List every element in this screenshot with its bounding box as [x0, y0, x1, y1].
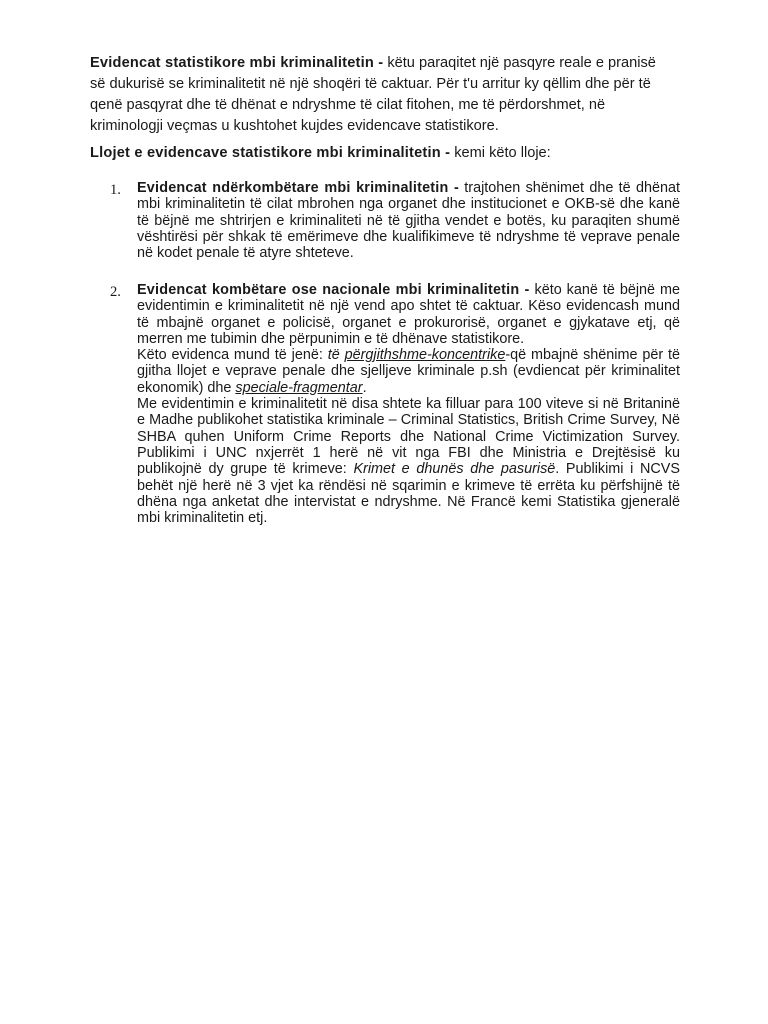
- intro-text: këtu paraqitet një pasqyre reale e pranisë së dukurisë se kriminalitetit në një shoqëri të caktuar. Për t'u arritur ky qëllim dhe për të qenë pasqyrat dhe të dhënat e ndryshme të cilat fitohen, me të përdorshmet, në kriminologji veçmas u kushtohet kujdes evidencave statistikore.: [90, 55, 656, 134]
- list-item-text: Evidencat kombëtare ose nacionale mbi kriminalitetin - këto kanë të bëjnë me evidentimin e kriminalitetit në një vend apo shtet të caktuar. Këso evidencash mund të mbajnë organet e policisë, organet e prokurorisë, organet e gjykatave etj, që merren me tubimin dhe përpunimin e të dhënave statistikore. Këto evidenca mund të jenë: të përgjithshme-koncentrike-që mbajnë shënime për të gjitha llojet e veprave penale dhe sjelljeve kriminale p.sh (evdiencat për kriminalitet ekonomik) dhe speciale-fragmentar. Me evidentimin e kriminalitetit në disa shtete ka filluar para 100 viteve si në Britaninë e Madhe publikohet statistika kriminale – Criminal Statistics, British Crime Survey, Në SHBA quhen Uniform Crime Reports dhe National Crime Victimization Survey. Publikimi i UNC nxjerrët 1 herë në vit nga FBI dhe Ministria e Drejtësisë ku publikojnë dy grupe të krimeve: Krimet e dhunës dhe pasurisë. Publikimi i NCVS behët një herë në 3 vjet ka rëndësi në sqarimin e krimeve të errëta ku përfshijnë të dhëna nga anketat dhe intervistat e ndryshme. Në Francë kemi Statistika gjeneralë mbi kriminalitetin etj.: [137, 282, 681, 527]
- list-item-text: Evidencat ndërkombëtare mbi kriminalitetin - trajtohen shënimet dhe të dhënat mbi kriminalitetin të cilat mbrohen nga organet dhe institucionet e OKB-së dhe kanë të bëjnë me shtrirjen e kriminaliteti në të gjitha vendet e botës, ku paraqiten shumë vështirësi për shkak të emërimeve dhe kualifikimeve të ndryshme të veprave penale në kodet penale të atyre shteteve.: [137, 180, 680, 262]
- link-general[interactable]: përgjithshme-koncentrike: [344, 347, 506, 364]
- list-number: 2.: [110, 284, 121, 300]
- types-text: kemi këto lloje:: [450, 145, 551, 161]
- list-item: [110, 282, 680, 526]
- types-heading: Llojet e evidencave statistikore mbi kriminalitetin -: [90, 145, 451, 161]
- types-paragraph: [90, 143, 670, 164]
- list-number: 1.: [110, 182, 121, 198]
- intro-paragraph: [90, 53, 670, 137]
- intro-heading: Evidencat statistikore mbi kriminalitetin -: [90, 55, 384, 71]
- list-item: [110, 180, 680, 261]
- list-item-heading: Evidencat kombëtare ose nacionale mbi kriminalitetin -: [137, 282, 530, 298]
- list-item-heading: Evidencat ndërkombëtare mbi kriminalitetin -: [137, 180, 459, 196]
- link-special[interactable]: speciale-fragmentar: [235, 379, 363, 396]
